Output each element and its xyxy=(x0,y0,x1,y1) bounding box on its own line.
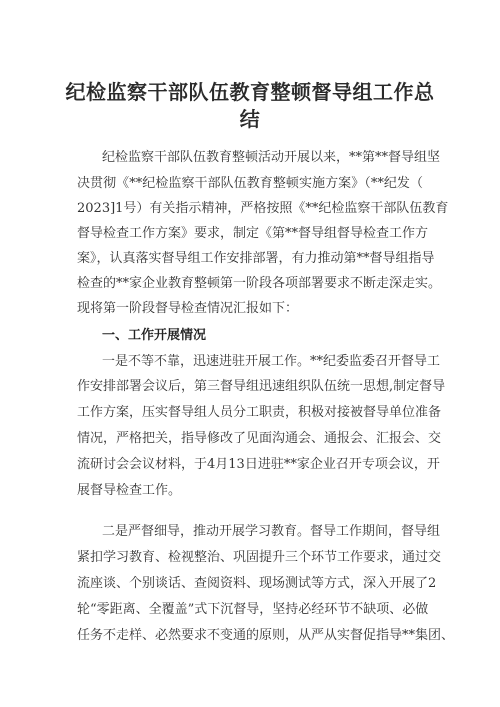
paragraph-1-line-4: 督导检查工作方案》要求，制定《第**督导组督导检查工作方 xyxy=(77,226,429,241)
paragraph-2-line-2: 作安排部署会议后，第三督导组迅速组织队伍统一思想,制定督导 xyxy=(77,379,446,394)
document-title-line-1: 纪检监察干部队伍教育整顿督导组工作总 xyxy=(65,80,435,104)
paragraph-2-line-4: 情况，严格把关，指导修改了见面沟通会、通报会、汇报会、交 xyxy=(77,431,442,446)
section-heading-1: 一、工作开展情况 xyxy=(102,328,207,343)
paragraph-2-line-6: 展督导检查工作。 xyxy=(77,483,182,498)
paragraph-3-line-1: 二是严督细导，推动开展学习教育。督导工作期间，督导组 xyxy=(102,524,441,539)
paragraph-3-line-2: 紧扣学习教育、检视整治、巩固提升三个环节工作要求，通过交 xyxy=(77,550,442,565)
paragraph-1-line-1: 纪检监察干部队伍教育整顿活动开展以来，**第**督导组坚 xyxy=(102,150,441,165)
paragraph-3-line-5: 任务不走样、必然要求不变通的原则，从严从实督促指导**集团、 xyxy=(77,628,455,643)
paragraph-1-line-6: 检查的**家企业教育整顿第一阶段各项部署要求不断走深走实。 xyxy=(77,276,442,291)
paragraph-2-line-3: 工作方案，压实督导组人员分工职责，积极对接被督导单位准备 xyxy=(77,405,442,420)
paragraph-1-line-2: 决贯彻《**纪检监察干部队伍教育整顿实施方案》（**纪发（ xyxy=(77,176,423,191)
paragraph-3-line-4: 轮“零距离、全覆盖”式下沉督导，坚持必经环节不缺项、必做 xyxy=(77,602,429,617)
document-title-line-2: 结 xyxy=(239,107,261,131)
paragraph-2-line-5: 流研讨会会议材料，于4月13日进驻**家企业召开专项会议，开 xyxy=(77,457,440,472)
paragraph-1-line-7: 现将第一阶段督导检查情况汇报如下： xyxy=(77,301,299,316)
paragraph-1-line-5: 案》，认真落实督导组工作安排部署，有力推动第**督导组指导 xyxy=(77,251,435,266)
paragraph-1-line-3: 2023]1号）有关指示精神，严格按照《**纪检监察干部队伍教育 xyxy=(77,201,449,216)
paragraph-2-line-1: 一是不等不靠，迅速进驻开展工作。**纪委监委召开督导工 xyxy=(102,354,441,369)
paragraph-3-line-3: 流座谈、个别谈话、查阅资料、现场测试等方式，深入开展了2 xyxy=(77,576,437,591)
